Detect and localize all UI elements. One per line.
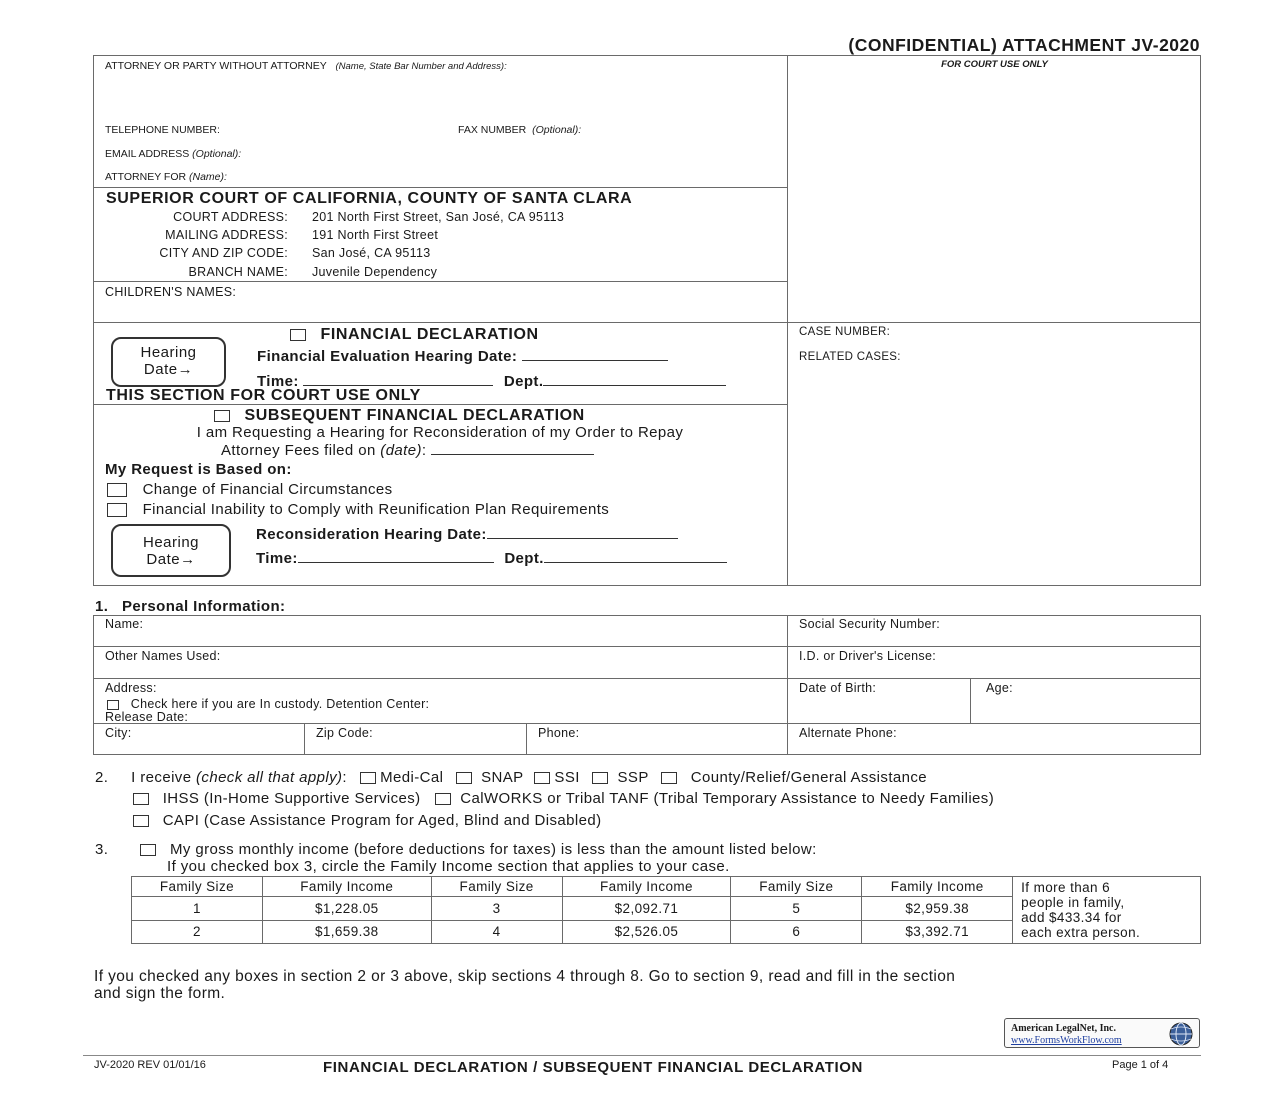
income-cell[interactable]: $2,959.38 (862, 897, 1013, 920)
personal-info-table (93, 615, 1201, 755)
recon-hearing-date-row: Reconsideration Hearing Date: (256, 524, 678, 543)
ssn-field[interactable]: Social Security Number: (799, 617, 940, 631)
section-3-row-2: If you checked box 3, circle the Family Income section that applies to your case. (167, 858, 730, 875)
other-names-field[interactable]: Other Names Used: (105, 649, 221, 663)
section-2-row-3: CAPI (Case Assistance Program for Aged, Blind and Disabled) (133, 812, 602, 829)
custody-checkbox[interactable] (107, 700, 119, 710)
income-cell[interactable]: $1,659.38 (262, 920, 431, 943)
court-use-section-label: THIS SECTION FOR COURT USE ONLY (106, 387, 421, 404)
instructions-line-1: If you checked any boxes in section 2 or 3 above, skip sections 4 through 8. Go to section 9, read and fill in the section (94, 968, 956, 985)
income-below-checkbox[interactable] (140, 844, 156, 856)
extra-person-note: If more than 6 people in family, add $433.34 for each extra person. (1013, 877, 1201, 944)
eval-hearing-date-field[interactable] (522, 346, 668, 361)
hearing-date-pill-1: Hearing Date→ (111, 337, 226, 387)
financial-declaration-row (290, 326, 539, 344)
ihss-checkbox[interactable] (133, 793, 149, 805)
recon-time-field[interactable] (298, 548, 494, 563)
subsequent-declaration-checkbox[interactable] (214, 410, 230, 422)
children-names-label: CHILDREN'S NAMES: (105, 285, 237, 299)
income-cell[interactable]: 3 (431, 897, 562, 920)
ssi-checkbox[interactable] (534, 772, 550, 784)
financial-declaration-title: FINANCIAL DECLARATION (320, 326, 539, 343)
id-license-field[interactable]: I.D. or Driver's License: (799, 649, 937, 663)
section-2-row-2: IHSS (In-Home Supportive Services) CalWORKS or Tribal TANF (Tribal Temporary Assistance to Needy Families) (133, 790, 994, 807)
hearing-date-pill-2: Hearing Date→ (111, 524, 231, 577)
recon-dept-field[interactable] (544, 548, 727, 563)
based-on-label: My Request is Based on: (105, 461, 292, 478)
mailing-address: 191 North First Street (312, 228, 439, 242)
change-circumstances-checkbox[interactable] (107, 483, 127, 497)
header-family-size-2: Family Size (431, 877, 562, 897)
header-family-income-1: Family Income (262, 877, 431, 897)
court-name: SUPERIOR COURT OF CALIFORNIA, COUNTY OF SANTA CLARA (106, 190, 633, 207)
phone-field[interactable]: Phone: (538, 726, 580, 740)
income-cell[interactable]: $2,092.71 (562, 897, 731, 920)
ssp-checkbox[interactable] (592, 772, 608, 784)
telephone-label: TELEPHONE NUMBER: (105, 124, 220, 136)
branch-label: BRANCH NAME: (188, 265, 288, 279)
subsequent-declaration-row (214, 407, 585, 425)
option-financial-inability: Financial Inability to Comply with Reunification Plan Requirements (107, 501, 609, 518)
income-cell[interactable]: 4 (431, 920, 562, 943)
income-cell[interactable]: 2 (132, 920, 263, 943)
eval-time-field[interactable] (303, 371, 493, 386)
header-family-size-3: Family Size (731, 877, 862, 897)
zip-field[interactable]: Zip Code: (316, 726, 373, 740)
section-3-row-1: 3. My gross monthly income (before deductions for taxes) is less than the amount listed below: (95, 841, 817, 858)
option-change-circumstances: Change of Financial Circumstances (107, 481, 393, 498)
eval-dept-field[interactable] (543, 371, 726, 386)
county-assistance-checkbox[interactable] (661, 772, 677, 784)
city-zip: San José, CA 95113 (312, 246, 431, 260)
income-cell[interactable]: 5 (731, 897, 862, 920)
request-line-1: I am Requesting a Hearing for Reconsideration of my Order to Repay (196, 424, 684, 441)
custody-row: Check here if you are In custody. Detention Center: (107, 697, 429, 711)
income-cell[interactable]: 1 (132, 897, 263, 920)
snap-checkbox[interactable] (456, 772, 472, 784)
globe-icon (1165, 1021, 1197, 1047)
footer-form-id: JV-2020 REV 01/01/16 (94, 1059, 206, 1071)
recon-time-row: Time: Dept. (256, 548, 727, 567)
header-family-income-3: Family Income (862, 877, 1013, 897)
section-1-heading: 1. Personal Information: (95, 598, 286, 615)
court-address-label: COURT ADDRESS: (173, 210, 288, 224)
income-header-row (132, 877, 1201, 897)
court-address: 201 North First Street, San José, CA 95113 (312, 210, 565, 224)
header-family-income-2: Family Income (562, 877, 731, 897)
attorney-label: ATTORNEY OR PARTY WITHOUT ATTORNEY (Name, State Bar Number and Address): (105, 60, 507, 72)
release-date-field[interactable]: Release Date: (105, 710, 189, 724)
income-cell[interactable]: $3,392.71 (862, 920, 1013, 943)
city-zip-label: CITY AND ZIP CODE: (159, 246, 288, 260)
family-income-table (131, 876, 1201, 944)
financial-inability-checkbox[interactable] (107, 503, 127, 517)
age-field[interactable]: Age: (986, 681, 1013, 695)
financial-declaration-checkbox[interactable] (290, 329, 306, 341)
address-field[interactable]: Address: (105, 681, 157, 695)
capi-checkbox[interactable] (133, 815, 149, 827)
instructions-line-2: and sign the form. (94, 985, 226, 1002)
mailing-address-label: MAILING ADDRESS: (165, 228, 288, 242)
subsequent-declaration-title: SUBSEQUENT FINANCIAL DECLARATION (244, 407, 585, 424)
court-use-only-label: FOR COURT USE ONLY (941, 59, 1048, 70)
branch-name: Juvenile Dependency (312, 265, 438, 279)
related-cases-label: RELATED CASES: (799, 351, 901, 363)
logo-company: American LegalNet, Inc. (1011, 1023, 1116, 1034)
americanlegalnet-logo (1004, 1018, 1200, 1048)
income-cell[interactable]: $2,526.05 (562, 920, 731, 943)
eval-time-row: Time: Dept. (257, 371, 726, 390)
fax-label: FAX NUMBER (Optional): (458, 124, 582, 136)
attorney-for-label: ATTORNEY FOR (Name): (105, 171, 227, 183)
case-number-label: CASE NUMBER: (799, 326, 891, 338)
calworks-checkbox[interactable] (435, 793, 451, 805)
city-field[interactable]: City: (105, 726, 132, 740)
email-label: EMAIL ADDRESS (Optional): (105, 148, 242, 160)
dob-field[interactable]: Date of Birth: (799, 681, 877, 695)
name-field[interactable]: Name: (105, 617, 144, 631)
eval-hearing-date-row: Financial Evaluation Hearing Date: (257, 346, 668, 365)
footer-title: FINANCIAL DECLARATION / SUBSEQUENT FINANCIAL DECLARATION (323, 1059, 863, 1076)
attorney-fees-date-field[interactable] (431, 440, 594, 455)
logo-url[interactable]: www.FormsWorkFlow.com (1011, 1035, 1122, 1046)
header-family-size-1: Family Size (132, 877, 263, 897)
medical-checkbox[interactable] (360, 772, 376, 784)
income-cell[interactable]: 6 (731, 920, 862, 943)
form-header-title: (CONFIDENTIAL) ATTACHMENT JV-2020 (848, 35, 1200, 55)
recon-hearing-date-field[interactable] (487, 524, 678, 539)
section-2-row-1: 2. I receive (check all that apply): Medi-Cal SNAP SSI SSP County/Relief/General Assistance (95, 769, 928, 786)
income-cell[interactable]: $1,228.05 (262, 897, 431, 920)
alt-phone-field[interactable]: Alternate Phone: (799, 726, 897, 740)
request-line-2: Attorney Fees filed on (date): (221, 440, 594, 459)
footer-page-number: Page 1 of 4 (1112, 1059, 1169, 1071)
